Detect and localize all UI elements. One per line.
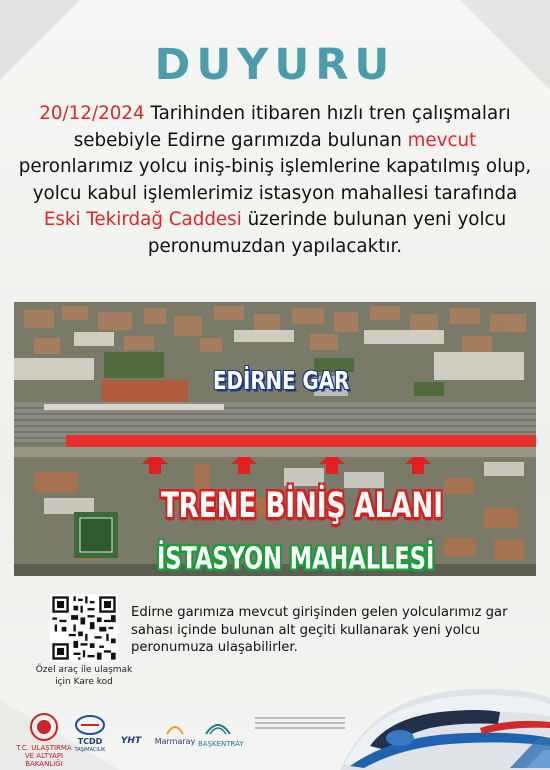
marmaray-logo <box>152 722 198 746</box>
ministry-name: T.C. ULAŞTIRMA VE ALTYAPI BAKANLIĞI <box>16 744 72 768</box>
announcement-text <box>18 101 532 260</box>
announcement-mevcut: mevcut <box>407 129 477 151</box>
map-label-district: İSTASYON MAHALLESİ <box>157 541 435 576</box>
qr-code[interactable] <box>50 594 118 662</box>
platform-highlight <box>66 435 536 447</box>
page-title: DUYURU <box>154 40 396 90</box>
qr-caption: Özel araç ile ulaşmak için Kare kod <box>35 665 133 687</box>
ministry-emblem-icon <box>29 712 59 742</box>
tcdd-train-logo-icon <box>386 730 414 746</box>
marmaray-name: Marmaray <box>154 737 196 746</box>
yht-logo: YHT <box>120 736 142 746</box>
satellite-map <box>14 302 536 576</box>
tcdd-logo <box>70 714 110 754</box>
announcement-date: 20/12/2024 <box>39 103 145 124</box>
baskentray-mark-icon <box>203 720 233 738</box>
map-image <box>14 302 536 576</box>
tcdd-emblem-icon <box>75 714 105 736</box>
qr-code-icon <box>50 594 118 662</box>
tcdd-name: TCDD <box>77 737 103 746</box>
baskentray-logo <box>198 720 244 748</box>
announcement-part1: Tarihinden itibaren hızlı tren çalışmaları sebebiyle Edirne garımızda bulunan <box>73 103 511 151</box>
announcement-part2: peronlarımız yolcu iniş-biniş işlemlerine kapatılmış olup, yolcu kabul işlemlerimiz istasyon mahallesi tarafında <box>18 156 532 204</box>
tcdd-subtitle: TAŞIMACILIK <box>74 747 106 753</box>
marmaray-mark-icon <box>165 722 185 736</box>
info-text: Edirne garımıza mevcut girişinden gelen yolcularımız gar sahası içinde bulunan alt geçiti kullanarak yeni yolcu peronumuza ulaşabilirler. <box>131 605 508 656</box>
baskentray-name: BAŞKENTRAY <box>198 740 244 748</box>
high-speed-train-illustration <box>330 668 550 770</box>
map-label-boarding-area: TRENE BİNİŞ ALANI <box>161 484 443 526</box>
announcement-part3: üzerinde bulunan yeni yolcu peronumuzdan yapılacaktır. <box>147 209 507 257</box>
ministry-logo <box>16 712 72 768</box>
announcement-street: Eski Tekirdağ Caddesi <box>43 209 242 230</box>
map-label-station: EDİRNE GAR <box>213 367 350 396</box>
